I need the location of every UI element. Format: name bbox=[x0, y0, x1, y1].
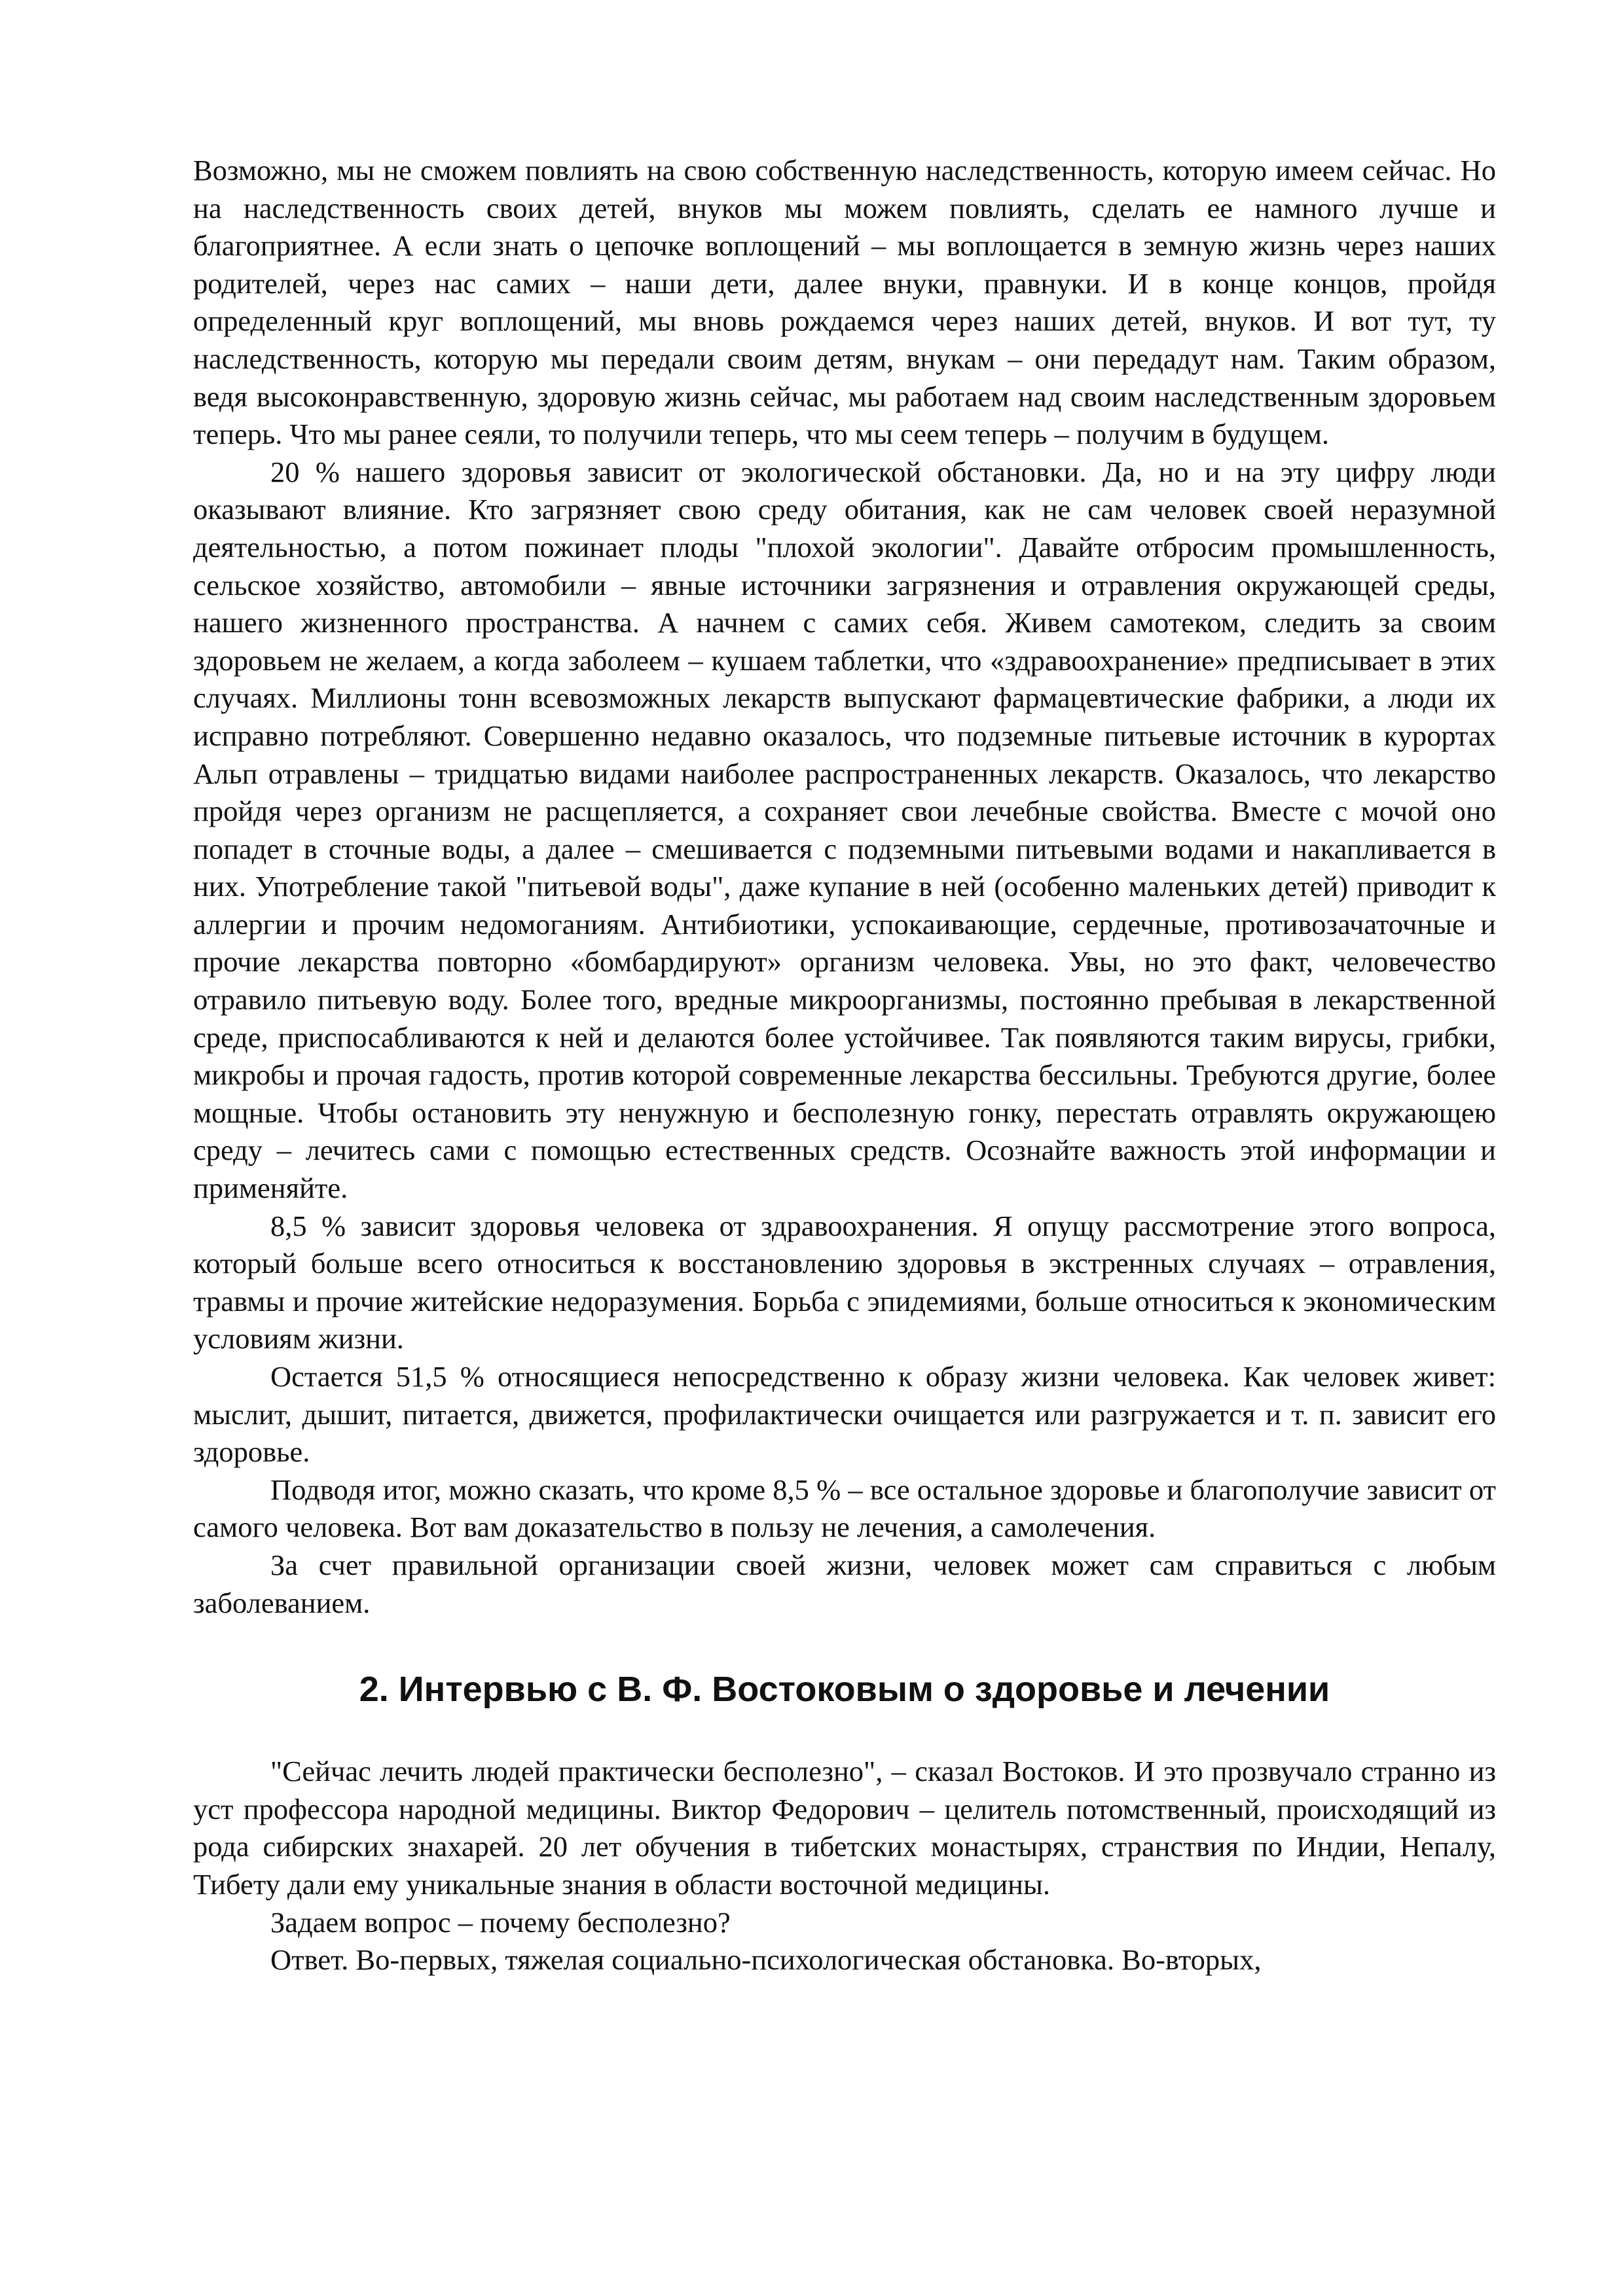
body-text-after bbox=[193, 1753, 1496, 1979]
paragraph-question: Задаем вопрос – почему бесполезно? bbox=[270, 1905, 731, 1939]
paragraph-conclusion: За счет правильной организации своей жизни, человек может сам справиться с любым заболеванием. bbox=[193, 1548, 1496, 1619]
document-page bbox=[193, 152, 1496, 1979]
body-text-before bbox=[193, 152, 1496, 1622]
section-heading: 2. Интервью с В. Ф. Востоковым о здоровье и лечении bbox=[359, 1670, 1330, 1710]
paragraph-lifestyle: Остается 51,5 % относящиеся непосредственно к образу жизни человека. Как человек живет: мыслит, дышит, питается, движется, профилактически очищается или разгружается и т. п. зависит его здоровье. bbox=[193, 1360, 1496, 1469]
paragraph-summary: Подводя итог, можно сказать, что кроме 8,5 % – все остальное здоровье и благополучие зависит от самого человека. Вот вам доказательство в пользу не лечения, а самолечения. bbox=[193, 1473, 1496, 1544]
paragraph-answer: Ответ. Во-первых, тяжелая социально-психологическая обстановка. Во-вторых, bbox=[270, 1943, 1262, 1977]
paragraph-heredity: Возможно, мы не сможем повлиять на свою собственную наследственность, которую имеем сейчас. Но на наследственность своих детей, внуков мы можем повлиять, сделать ее намного лучше и благоприятнее. А если знать о цепочке воплощений – мы воплощается в земную жизнь через наших родителей, через нас самих – наши дети, далее внуки, правнуки. И в конце концов, пройдя определенный круг воплощений, мы вновь рождаемся через наших детей, внуков. И вот тут, ту наследственность, которую мы передали своим детям, внукам – они передадут нам. Таким образом, ведя высоконравственную, здоровую жизнь сейчас, мы работаем над своим наследственным здоровьем теперь. Что мы ранее сеяли, то получили теперь, что мы сеем теперь – получим в будущем. bbox=[193, 154, 1496, 451]
paragraph-ecology: 20 % нашего здоровья зависит от экологической обстановки. Да, но и на эту цифру люди оказывают влияние. Кто загрязняет свою среду обитания, как не сам человек своей неразумной деятельностью, а потом пожинает плоды "плохой экологии". Давайте отбросим промышленность, сельское хозяйство, автомобили – явные источники загрязнения и отравления окружающей среды, нашего жизненного пространства. А начнем с самих себя. Живем самотеком, следить за своим здоровьем не желаем, а когда заболеем – кушаем таблетки, что «здравоохранение» предписывает в этих случаях. Миллионы тонн всевозможных лекарств выпускают фармацевтические фабрики, а люди их исправно потребляют. Совершенно недавно оказалось, что подземные питьевые источник в курортах Альп отравлены – тридцатью видами наиболее распространенных лекарств. Оказалось, что лекарство пройдя через организм не расщепляется, а сохраняет свои лечебные свойства. Вместе с мочой оно попадет в сточные воды, а далее – смешивается с подземными питьевыми водами и накапливается в них. Употребление такой "питьевой воды", даже купание в ней (особенно маленьких детей) приводит к аллергии и прочим недомоганиям. Антибиотики, успокаивающие, сердечные, противозачаточные и прочие лекарства повторно «бомбардируют» организм человека. Увы, но это факт, человечество отравило питьевую воду. Более того, вредные микроорганизмы, постоянно пребывая в лекарственной среде, приспосабливаются к ней и делаются более устойчивее. Так появляются таким вирусы, грибки, микробы и прочая гадость, против которой современные лекарства бессильны. Требуются другие, более мощные. Чтобы остановить эту ненужную и бесполезную гонку, перестать отравлять окружающею среду – лечитесь сами с помощью естественных средств. Осознайте важность этой информации и применяйте. bbox=[193, 455, 1496, 1205]
paragraph-interview-intro: "Сейчас лечить людей практически бесполезно", – сказал Востоков. И это прозвучало странно из уст профессора народной медицины. Виктор Федорович – целитель потомственный, происходящий из рода сибирских знахарей. 20 лет обучения в тибетских монастырях, странствия по Индии, Непалу, Тибету дали ему уникальные знания в области восточной медицины. bbox=[193, 1755, 1496, 1901]
paragraph-healthcare: 8,5 % зависит здоровья человека от здравоохранения. Я опущу рассмотрение этого вопроса, который больше всего относиться к восстановлению здоровья в экстренных случаях – отравления, травмы и прочие житейские недоразумения. Борьба с эпидемиями, больше относиться к экономическим условиям жизни. bbox=[193, 1209, 1496, 1355]
